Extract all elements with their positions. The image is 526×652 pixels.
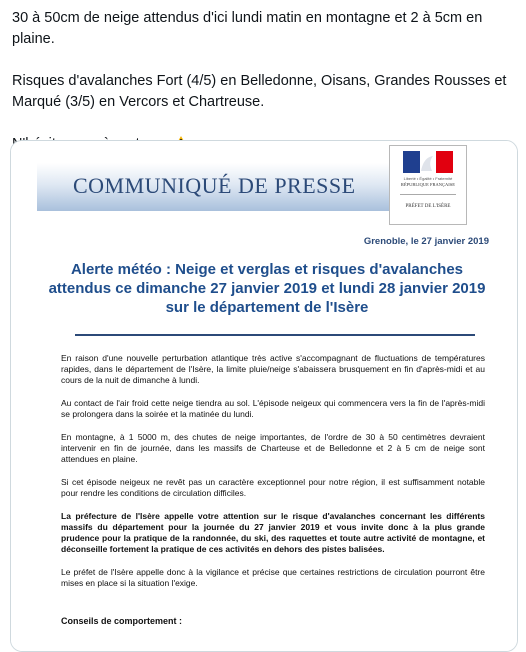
marianne-flag-icon: [403, 151, 453, 173]
post-line-avalanche: Risques d'avalanches Fort (4/5) en Belledonne, Oisans, Grandes Rousses et Marqué (3/5) en Vercors et Chartreuse.: [12, 73, 507, 110]
paragraph-avalanches: La préfecture de l'Isère appelle votre attention sur le risque d'avalanches concernant les différents massifs du département pour la journée du 27 janvier 2019 et vous invite donc à la plus grande prudence pour la pratique de la randonnée, du ski, des raquettes et toute autre activité de montagne, et déconseille fortement la pratique de ces activités en dehors des pistes balisées.: [61, 511, 485, 554]
paragraph-episode: Si cet épisode neigeux ne revêt pas un caractère exceptionnel pour notre région, il est suffisamment notable pour rendre les conditions de circulation difficiles.: [61, 477, 485, 498]
press-release-image[interactable]: [11, 141, 517, 651]
document-body: [61, 353, 485, 601]
press-banner: [37, 163, 389, 211]
logo-divider: [400, 194, 456, 195]
logo-prefet: PRÉFET DE L'ISÈRE: [405, 204, 451, 209]
document-headline: Alerte météo : Neige et verglas et risques d'avalanches attendus ce dimanche 27 janvier 2019 et lundi 28 janvier 2019 sur le département de l'Isère: [48, 261, 486, 316]
logo-motto: Liberté • Égalité • Fraternité: [403, 176, 453, 181]
post-text: [12, 8, 518, 155]
post-line-snow: 30 à 50cm de neige attendus d'ici lundi matin en montagne et 2 à 5cm en plaine.: [12, 10, 483, 47]
document-date: Grenoble, le 27 janvier 2019: [363, 236, 489, 247]
paragraph-vigilance: Le préfet de l'Isère appelle donc à la vigilance et précise que certaines restrictions de circulation pourront être mises en place si la situation l'exige.: [61, 567, 485, 588]
paragraph-perturbation: En raison d'une nouvelle perturbation atlantique très active s'accompagnant de fluctuations de températures rapides, dans le département de l'Isère, la limite pluie/neige s'abaissera brusquement en fin d'après-midi et au cours de la nuit de dimanche à lundi.: [61, 353, 485, 385]
paragraph-air-froid: Au contact de l'air froid cette neige tiendra au sol. L'épisode neigeux qui commencera vers la fin de l'après-midi se prolongera dans la soirée et la matinée du lundi.: [61, 398, 485, 419]
headline-divider: [75, 334, 475, 336]
paragraph-montagne: En montagne, à 1 5000 m, des chutes de neige importantes, de l'ordre de 30 à 50 centimètres devraient intervenir en fin de journée, dans les massifs de Charteuse et de Belledonne et 2 à 5 cm de neige sont attendues en plaine.: [61, 432, 485, 464]
banner-title: COMMUNIQUÉ DE PRESSE: [73, 173, 356, 198]
prefecture-logo: [389, 145, 467, 225]
media-card[interactable]: [10, 140, 518, 652]
logo-republic: RÉPUBLIQUE FRANÇAISE: [400, 182, 456, 187]
conseils-heading: Conseils de comportement :: [61, 616, 183, 626]
